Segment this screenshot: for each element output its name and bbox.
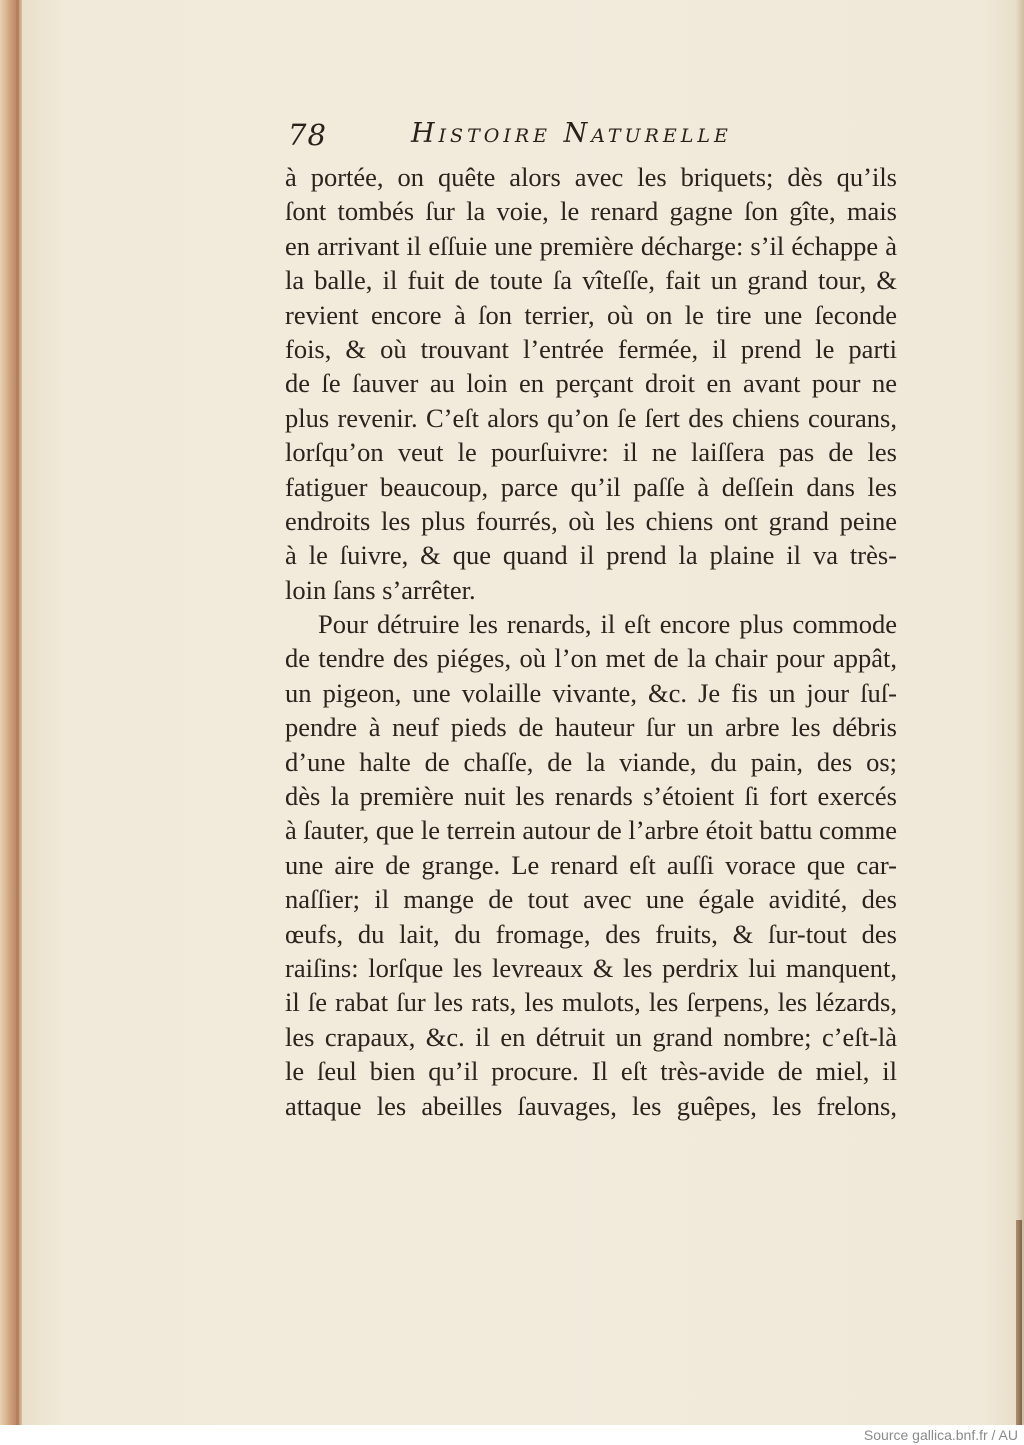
text-line: le ſeul bien qu’il procure. Il eſt très-avide de miel, il <box>285 1056 897 1087</box>
text-line: attaque les abeilles ſauvages, les guêpes, les frelons, <box>285 1090 897 1121</box>
text-line: lorſqu’on veut le pourſuivre: il ne laiſſera pas de les <box>285 437 897 468</box>
text-line: les crapaux, &c. il en détruit un grand nombre; c’eſt-là <box>285 1021 897 1052</box>
binding-shadow-line <box>16 0 19 1425</box>
text-line: de tendre des piéges, où l’on met de la chair pour appât, <box>285 643 897 674</box>
source-credit: Source gallica.bnf.fr / AU <box>863 1427 1018 1443</box>
text-line: à le ſuivre, & que quand il prend la plaine il va très- <box>285 540 897 571</box>
body-text <box>285 160 897 1123</box>
text-line: œufs, du lait, du fromage, des fruits, & ſur-tout des <box>285 918 897 949</box>
text-line: une aire de grange. Le renard eſt auſſi vorace que car- <box>285 849 897 880</box>
text-line: il ſe rabat ſur les rats, les mulots, les ſerpens, les lézards, <box>285 987 897 1018</box>
text-line: à portée, on quête alors avec les briquets; dès qu’ils <box>285 162 897 192</box>
right-cover-edge <box>1016 1220 1022 1425</box>
page-number: 78 <box>288 118 327 152</box>
running-title: Histoire Naturelle <box>411 118 732 149</box>
text-line: pendre à neuf pieds de hauteur ſur un arbre les débris <box>285 712 897 743</box>
right-page-edge <box>1016 0 1024 1425</box>
text-line: endroits les plus fourrés, où les chiens ont grand peine <box>285 505 897 536</box>
text-line: la balle, il fuit de toute ſa vîteſſe, fait un grand tour, & <box>285 265 897 296</box>
paragraph-last-line: loin ſans s’arrêter. <box>285 574 476 605</box>
text-line: plus revenir. C’eſt alors qu’on ſe ſert des chiens courans, <box>285 402 897 433</box>
text-line: un pigeon, une volaille vivante, &c. Je fis un jour ſuſ- <box>285 677 897 708</box>
text-line: raiſins: lorſque les levreaux & les perdrix lui manquent, <box>285 952 897 983</box>
text-line: à ſauter, que le terrein autour de l’arbre étoit battu comme <box>285 815 897 846</box>
page-header <box>288 118 908 158</box>
text-line: de ſe ſauver au loin en perçant droit en avant pour ne <box>285 368 897 399</box>
text-line: naſſier; il mange de tout avec une égale avidité, des <box>285 884 897 915</box>
text-line: dès la première nuit les renards s’étoient ſi fort exercés <box>285 781 897 812</box>
text-line: d’une halte de chaſſe, de la viande, du pain, des os; <box>285 746 897 777</box>
text-line: revient encore à ſon terrier, où on le tire une ſeconde <box>285 299 897 330</box>
text-line: fois, & où trouvant l’entrée fermée, il prend le parti <box>285 333 897 364</box>
text-line: en arrivant il eſſuie une première décharge: s’il échappe à <box>285 230 897 261</box>
paragraph-first-line: Pour détruire les renards, il eſt encore plus commode <box>318 609 897 640</box>
text-line: fatiguer beaucoup, parce qu’il paſſe à deſſein dans les <box>285 471 897 502</box>
text-line: ſont tombés ſur la voie, le renard gagne ſon gîte, mais <box>285 196 897 227</box>
